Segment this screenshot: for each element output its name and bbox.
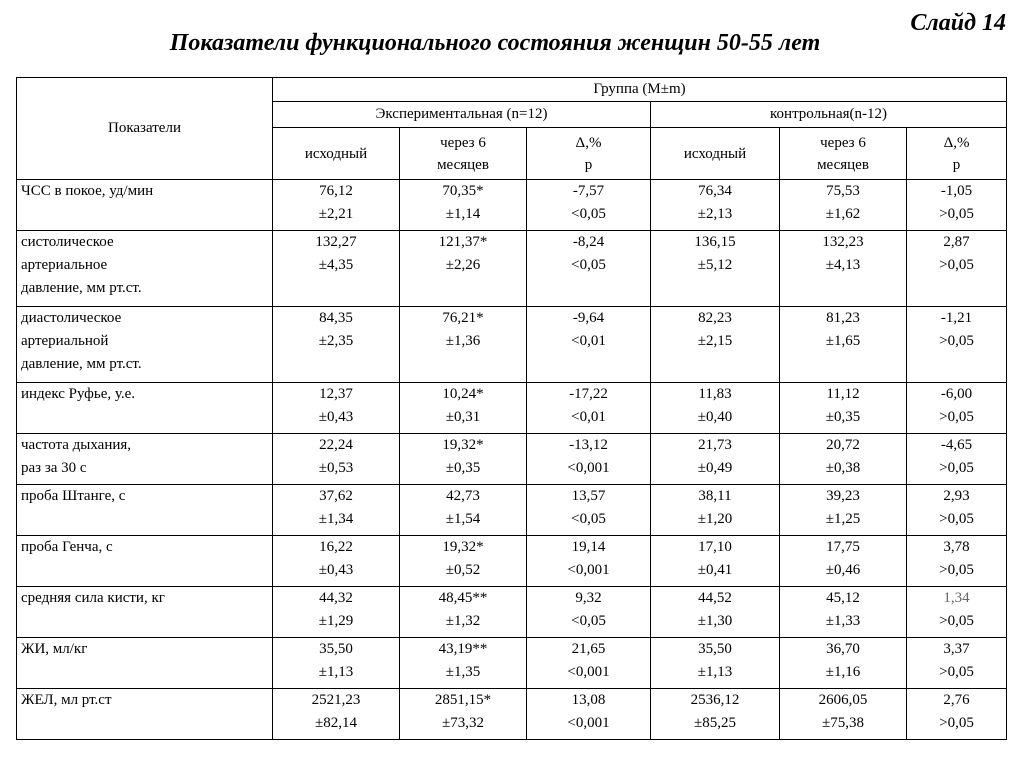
row-label-line: давление, мм рт.ст. — [21, 356, 142, 372]
error-value: <0,001 — [567, 460, 610, 476]
error-value: <0,01 — [571, 409, 606, 425]
value-cell — [273, 485, 400, 536]
mean-value: -17,22 — [569, 386, 608, 402]
error-value: <0,001 — [567, 562, 610, 578]
table-row — [17, 536, 1007, 587]
mean-value: 44,52 — [698, 590, 732, 606]
value-cell — [780, 638, 907, 689]
mean-value: 37,62 — [319, 488, 353, 504]
value-cell — [273, 180, 400, 231]
value-cell — [780, 180, 907, 231]
error-value: ±2,35 — [318, 333, 354, 349]
subheader-text: через 6 — [440, 134, 486, 151]
value-cell — [527, 307, 651, 383]
mean-value: -6,00 — [940, 386, 973, 402]
error-value: >0,05 — [939, 511, 974, 527]
mean-value: 2,87 — [943, 234, 970, 250]
table-row — [17, 231, 1007, 307]
value-cell — [400, 689, 527, 740]
value-cell — [651, 638, 780, 689]
row-label-line: ЖЕЛ, мл рт.ст — [21, 692, 112, 708]
value-cell — [907, 638, 1007, 689]
subheader-0 — [273, 128, 400, 180]
row-label — [17, 587, 273, 638]
subheader-text: исходный — [304, 145, 368, 162]
mean-value: 48,45** — [438, 590, 488, 606]
mean-value: 16,22 — [319, 539, 353, 555]
error-value: ±0,31 — [445, 409, 481, 425]
mean-value: 76,12 — [319, 183, 353, 199]
value-cell — [907, 485, 1007, 536]
row-label-line: артериальной — [21, 333, 109, 349]
mean-value: 76,34 — [698, 183, 732, 199]
error-value: >0,05 — [939, 409, 974, 425]
mean-value: 11,12 — [826, 386, 860, 402]
mean-value: -8,24 — [572, 234, 605, 250]
header-group: Группа (M±m) — [273, 78, 1007, 102]
value-cell — [400, 307, 527, 383]
subheader-2 — [527, 128, 651, 180]
value-cell — [780, 307, 907, 383]
header-indicators: Показатели — [17, 78, 273, 180]
table-row — [17, 180, 1007, 231]
value-cell — [400, 536, 527, 587]
mean-value: 36,70 — [826, 641, 860, 657]
row-label — [17, 485, 273, 536]
table-row — [17, 689, 1007, 740]
error-value: <0,01 — [571, 333, 606, 349]
error-value: <0,05 — [571, 206, 606, 222]
error-value: >0,05 — [939, 333, 974, 349]
mean-value: 84,35 — [319, 310, 353, 326]
mean-value: -1,21 — [940, 310, 973, 326]
value-cell — [527, 536, 651, 587]
value-cell — [907, 180, 1007, 231]
error-value: ±5,12 — [697, 257, 733, 273]
table-row — [17, 383, 1007, 434]
error-value: ±1,65 — [825, 333, 861, 349]
value-cell — [400, 638, 527, 689]
mean-value: 42,73 — [446, 488, 480, 504]
value-cell — [527, 180, 651, 231]
mean-value: 2851,15* — [434, 692, 492, 708]
error-value: ±0,52 — [445, 562, 481, 578]
value-cell — [527, 434, 651, 485]
error-value: ±1,29 — [318, 613, 354, 629]
table-row — [17, 485, 1007, 536]
error-value: ±4,35 — [318, 257, 354, 273]
value-cell — [780, 536, 907, 587]
value-cell — [527, 638, 651, 689]
row-label-line: диастолическое — [21, 310, 122, 326]
error-value: >0,05 — [939, 715, 974, 731]
error-value: ±1,33 — [825, 613, 861, 629]
value-cell — [400, 180, 527, 231]
value-cell — [907, 434, 1007, 485]
mean-value: 22,24 — [319, 437, 353, 453]
subheader-text: исходный — [683, 145, 747, 162]
mean-value: 81,23 — [826, 310, 860, 326]
value-cell — [400, 231, 527, 307]
value-cell — [527, 689, 651, 740]
error-value: ±2,13 — [697, 206, 733, 222]
mean-value: 2,93 — [943, 488, 970, 504]
subheader-text: р — [584, 156, 593, 173]
value-cell — [400, 485, 527, 536]
row-label — [17, 689, 273, 740]
value-cell — [651, 383, 780, 434]
mean-value: -13,12 — [569, 437, 608, 453]
error-value: ±0,35 — [445, 460, 481, 476]
value-cell — [273, 434, 400, 485]
error-value: ±1,13 — [697, 664, 733, 680]
subheader-text: Δ,% — [575, 134, 602, 151]
error-value: ±0,43 — [318, 562, 354, 578]
error-value: ±1,25 — [825, 511, 861, 527]
subheader-1 — [400, 128, 527, 180]
value-cell — [527, 383, 651, 434]
error-value: ±1,36 — [445, 333, 481, 349]
value-cell — [780, 485, 907, 536]
mean-value: 3,37 — [943, 641, 970, 657]
mean-value: 21,73 — [698, 437, 732, 453]
error-value: ±0,35 — [825, 409, 861, 425]
row-label — [17, 434, 273, 485]
value-cell — [527, 587, 651, 638]
row-label — [17, 638, 273, 689]
error-value: ±0,43 — [318, 409, 354, 425]
error-value: >0,05 — [939, 664, 974, 680]
row-label-line: систолическое — [21, 234, 114, 250]
subheader-text: через 6 — [820, 134, 866, 151]
error-value: ±1,62 — [825, 206, 861, 222]
subheader-text: Δ,% — [943, 134, 970, 151]
error-value: ±2,26 — [445, 257, 481, 273]
value-cell — [907, 536, 1007, 587]
mean-value: 17,10 — [698, 539, 732, 555]
error-value: ±1,30 — [697, 613, 733, 629]
value-cell — [907, 307, 1007, 383]
row-label-line: ЖИ, мл/кг — [21, 641, 88, 657]
value-cell — [273, 307, 400, 383]
mean-value: -4,65 — [940, 437, 973, 453]
mean-value: 121,37* — [438, 234, 488, 250]
table-row — [17, 587, 1007, 638]
error-value: >0,05 — [939, 562, 974, 578]
value-cell — [527, 231, 651, 307]
value-cell — [907, 587, 1007, 638]
subheader-3 — [651, 128, 780, 180]
mean-value: 12,37 — [319, 386, 353, 402]
error-value: ±1,34 — [318, 511, 354, 527]
error-value: ±4,13 — [825, 257, 861, 273]
error-value: ±1,20 — [697, 511, 733, 527]
mean-value: 132,27 — [315, 234, 357, 250]
value-cell — [651, 587, 780, 638]
mean-value: 44,32 — [319, 590, 353, 606]
error-value: ±1,54 — [445, 511, 481, 527]
mean-value: 13,08 — [571, 692, 606, 708]
row-label — [17, 180, 273, 231]
error-value: <0,001 — [567, 664, 610, 680]
mean-value: 70,35* — [442, 183, 484, 199]
mean-value: 2536,12 — [690, 692, 740, 708]
error-value: ±0,46 — [825, 562, 861, 578]
error-value: ±75,38 — [822, 715, 864, 731]
value-cell — [907, 689, 1007, 740]
mean-value: 3,78 — [943, 539, 970, 555]
row-label-line: частота дыхания, — [21, 437, 132, 453]
error-value: ±1,32 — [445, 613, 481, 629]
mean-value: -1,05 — [940, 183, 973, 199]
value-cell — [273, 587, 400, 638]
error-value: ±82,14 — [315, 715, 357, 731]
error-value: ±1,16 — [825, 664, 861, 680]
value-cell — [400, 434, 527, 485]
error-value: ±1,35 — [445, 664, 481, 680]
mean-value: 39,23 — [826, 488, 860, 504]
mean-value: 10,24* — [442, 386, 484, 402]
mean-value: 2606,05 — [818, 692, 868, 708]
error-value: ±0,38 — [825, 460, 861, 476]
error-value: ±2,21 — [318, 206, 354, 222]
row-label-line: давление, мм рт.ст. — [21, 280, 142, 296]
value-cell — [651, 434, 780, 485]
mean-value: 35,50 — [698, 641, 732, 657]
row-label-line: индекс Руфье, у.е. — [21, 386, 136, 402]
error-value: ±0,40 — [697, 409, 733, 425]
value-cell — [651, 307, 780, 383]
page-title: Показатели функционального состояния женщин 50-55 лет — [169, 30, 821, 56]
mean-value: -7,57 — [572, 183, 605, 199]
mean-value: 20,72 — [826, 437, 860, 453]
subheader-text: месяцев — [817, 156, 869, 173]
row-label-line: раз за 30 с — [21, 460, 87, 476]
subheader-4 — [780, 128, 907, 180]
subheader-text: месяцев — [437, 156, 489, 173]
mean-value: 1,34 — [943, 590, 970, 606]
value-cell — [273, 231, 400, 307]
value-cell — [907, 383, 1007, 434]
value-cell — [780, 587, 907, 638]
mean-value: 9,32 — [575, 590, 602, 606]
mean-value: 132,23 — [822, 234, 864, 250]
value-cell — [651, 180, 780, 231]
mean-value: 75,53 — [826, 183, 860, 199]
value-cell — [780, 231, 907, 307]
mean-value: -9,64 — [572, 310, 605, 326]
mean-value: 19,32* — [442, 437, 484, 453]
value-cell — [651, 689, 780, 740]
mean-value: 19,14 — [571, 539, 606, 555]
row-label-line: проба Штанге, с — [21, 488, 126, 504]
value-cell — [273, 638, 400, 689]
error-value: <0,001 — [567, 715, 610, 731]
table-row — [17, 307, 1007, 383]
value-cell — [400, 587, 527, 638]
row-label — [17, 383, 273, 434]
error-value: >0,05 — [939, 206, 974, 222]
mean-value: 2521,23 — [311, 692, 361, 708]
mean-value: 21,65 — [571, 641, 606, 657]
error-value: <0,05 — [571, 257, 606, 273]
error-value: ±73,32 — [442, 715, 484, 731]
row-label-line: ЧСС в покое, уд/мин — [21, 183, 154, 199]
row-label-line: проба Генча, с — [21, 539, 113, 555]
error-value: ±2,15 — [697, 333, 733, 349]
value-cell — [527, 485, 651, 536]
value-cell — [651, 231, 780, 307]
error-value: ±0,53 — [318, 460, 354, 476]
mean-value: 35,50 — [319, 641, 353, 657]
row-label — [17, 536, 273, 587]
row-label-line: артериальное — [21, 257, 108, 273]
mean-value: 11,83 — [698, 386, 732, 402]
mean-value: 43,19** — [438, 641, 488, 657]
value-cell — [273, 536, 400, 587]
error-value: <0,05 — [571, 511, 606, 527]
mean-value: 45,12 — [826, 590, 860, 606]
error-value: ±1,13 — [318, 664, 354, 680]
value-cell — [273, 689, 400, 740]
indicators-table — [16, 77, 1007, 740]
mean-value: 2,76 — [943, 692, 970, 708]
mean-value: 17,75 — [826, 539, 860, 555]
value-cell — [651, 536, 780, 587]
error-value: ±85,25 — [694, 715, 736, 731]
mean-value: 13,57 — [571, 488, 606, 504]
value-cell — [273, 383, 400, 434]
value-cell — [651, 485, 780, 536]
subheader-text: р — [952, 156, 961, 173]
slide-number: Слайд 14 — [910, 10, 1006, 36]
value-cell — [780, 689, 907, 740]
error-value: >0,05 — [939, 257, 974, 273]
subheader-5 — [907, 128, 1007, 180]
row-label-line: средняя сила кисти, кг — [21, 590, 165, 606]
error-value: >0,05 — [939, 613, 974, 629]
value-cell — [780, 434, 907, 485]
header-control: контрольная(n-12) — [651, 102, 1007, 128]
header-experimental: Экспериментальная (n=12) — [273, 102, 651, 128]
value-cell — [907, 231, 1007, 307]
mean-value: 136,15 — [694, 234, 736, 250]
error-value: ±0,41 — [697, 562, 733, 578]
value-cell — [400, 383, 527, 434]
row-label — [17, 307, 273, 383]
error-value: >0,05 — [939, 460, 974, 476]
error-value: <0,05 — [571, 613, 606, 629]
table-row — [17, 434, 1007, 485]
mean-value: 82,23 — [698, 310, 732, 326]
error-value: ±1,14 — [445, 206, 481, 222]
mean-value: 76,21* — [442, 310, 484, 326]
mean-value: 38,11 — [698, 488, 732, 504]
row-label — [17, 231, 273, 307]
error-value: ±0,49 — [697, 460, 733, 476]
table-row — [17, 638, 1007, 689]
value-cell — [780, 383, 907, 434]
mean-value: 19,32* — [442, 539, 484, 555]
